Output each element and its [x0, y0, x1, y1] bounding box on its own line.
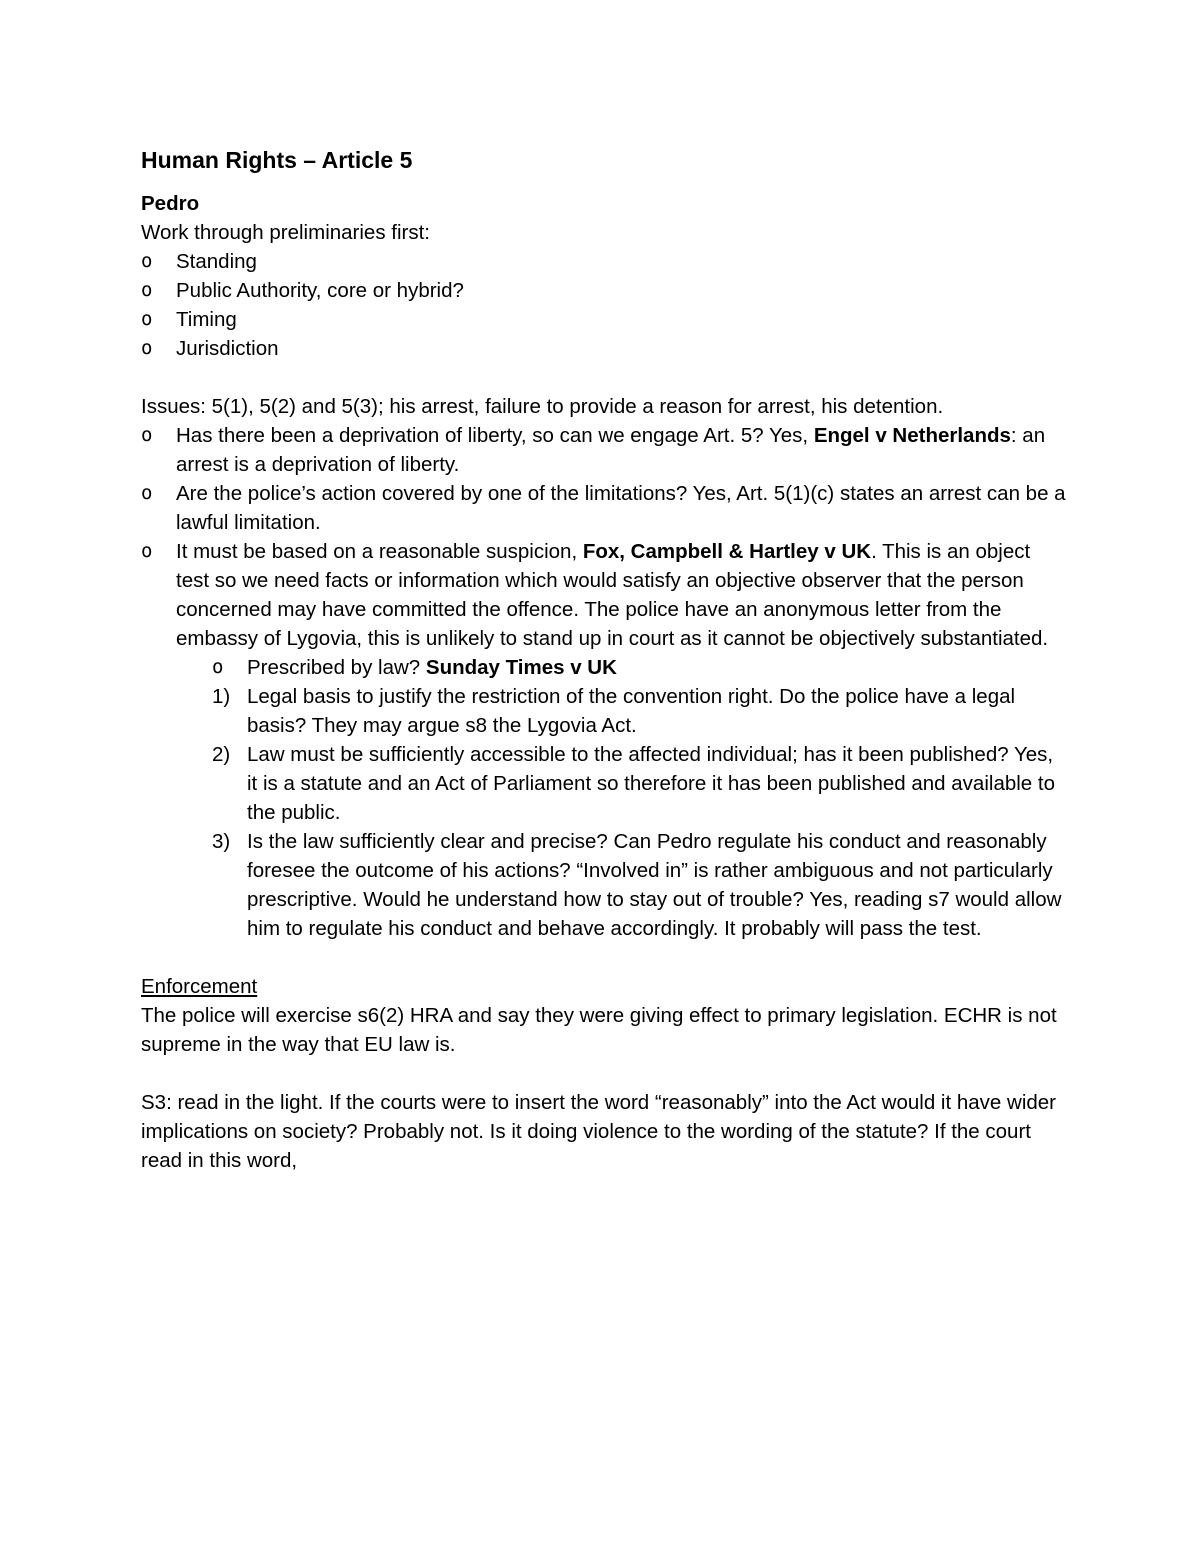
test-text: Is the law sufficiently clear and precise? Can Pedro regulate his conduct and reasonably foresee the outcome of his actions? “Involved in” is rather ambiguous and not particularly prescriptive. Would he understand how to stay out of trouble? Yes, reading s7 would allow him to regulate his conduct and behave accordingly. It probably will pass the test. [247, 830, 1062, 940]
question-list-3 [141, 537, 1066, 653]
test-text: Legal basis to justify the restriction of the convention right. Do the police have a legal basis? They may argue s8 the Lygovia Act. [247, 685, 1016, 737]
case-fox: Fox, Campbell & Hartley v UK [582, 540, 872, 563]
intro-text: Work through preliminaries first: [141, 221, 430, 244]
q3-after: . This is an object test so we need facts or information which would satisfy an objective observer that the person concerned may have committed the offence. The police have an anonymous letter from the embassy of Lygovia, this is unlikely to stand up in court as it cannot be objectively substantiated. [176, 540, 1049, 650]
list-item: o Public Authority, core or hybrid? [141, 276, 1066, 305]
list-marker: 3) [212, 830, 231, 853]
case-sunday-times: Sunday Times v UK [425, 656, 617, 679]
enforcement-text: The police will exercise s6(2) HRA and say they were giving effect to primary legislation. ECHR is not supreme in the way that EU law is. [141, 1004, 1057, 1056]
prescribed-text: Prescribed by law? [247, 656, 426, 679]
list-item [141, 682, 1066, 740]
q1-before: Has there been a deprivation of liberty, so can we engage Art. 5? Yes, [176, 424, 814, 447]
list-item: o Jurisdiction [141, 334, 1066, 363]
case-engel: Engel v Netherlands [813, 424, 1011, 447]
document-title: Human Rights – Article 5 [141, 147, 413, 173]
subject-heading: Pedro [141, 192, 200, 215]
q1-after: : an arrest is a deprivation of liberty. [176, 424, 1046, 476]
s3-text: S3: read in the light. If the courts were to insert the word “reasonably” into the Act would it have wider implications on society? Probably not. Is it doing violence to the wording of the statute? If the court read in this word, [141, 1091, 1057, 1172]
list-item: o Timing [141, 305, 1066, 334]
prescribed-list [141, 653, 1066, 682]
tests-list [141, 682, 1066, 943]
list-marker: 1) [212, 685, 231, 708]
document-page [141, 143, 1066, 1175]
preliminaries-list [141, 247, 1066, 363]
test-text: Law must be sufficiently accessible to the affected individual; has it been published? Yes, it is a statute and an Act of Parliament so therefore it has been published and available to the public. [247, 743, 1055, 824]
limitations-question: o Are the police’s action covered by one of the limitations? Yes, Art. 5(1)(c) states an arrest can be a lawful limitation. [141, 479, 1066, 537]
list-marker: 2) [212, 743, 231, 766]
issues-text: Issues: 5(1), 5(2) and 5(3); his arrest, failure to provide a reason for arrest, his detention. [141, 395, 944, 418]
question-list-2 [141, 479, 1066, 537]
list-item [141, 827, 1066, 943]
deprivation-question [141, 421, 1066, 479]
list-item: o Standing [141, 247, 1066, 276]
question-list-1 [141, 421, 1066, 479]
suspicion-question [141, 537, 1066, 653]
prescribed-item [212, 653, 1066, 682]
q3-before: It must be based on a reasonable suspicion, [176, 540, 583, 563]
enforcement-heading: Enforcement [141, 975, 258, 998]
list-item [141, 740, 1066, 827]
